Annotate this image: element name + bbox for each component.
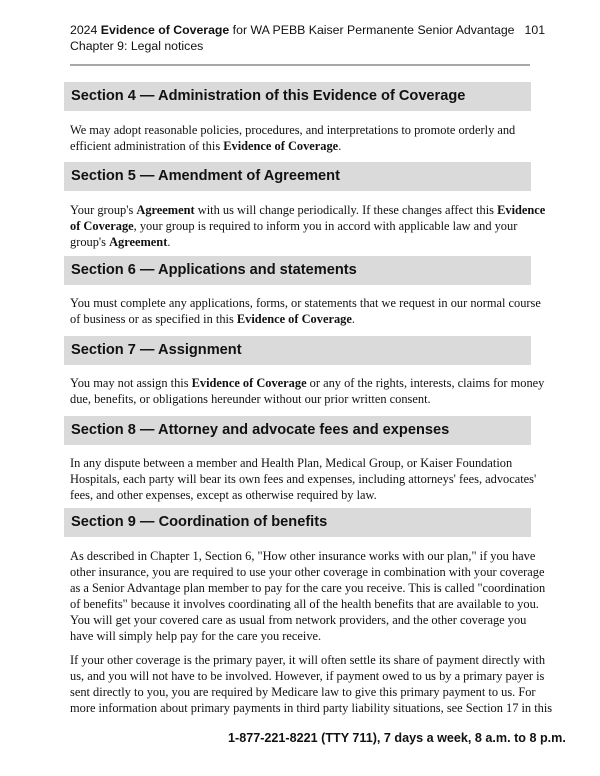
- text-run: as a Senior Advantage plan member to pay for the care you receive. This is called "coordination: [70, 581, 546, 595]
- paragraph: [70, 295, 541, 327]
- paragraph: [70, 375, 544, 407]
- text-run: You may not assign this: [70, 376, 192, 390]
- section-heading: [64, 416, 531, 445]
- text-line: [70, 138, 515, 154]
- bold-text: Evidence of Coverage: [223, 139, 339, 153]
- text-line: [70, 122, 515, 138]
- text-run: efficient administration of this: [70, 139, 224, 153]
- section-heading: [64, 508, 531, 537]
- section-heading: [64, 256, 531, 285]
- text-run: with us will change periodically. If these changes affect this: [194, 203, 498, 217]
- text-run: You must complete any applications, forms, or statements that we request in our normal course: [70, 296, 541, 310]
- text-line: [70, 668, 552, 684]
- text-run: In any dispute between a member and Health Plan, Medical Group, or Kaiser Foundation: [70, 456, 513, 470]
- text-run: group's: [70, 235, 110, 249]
- text-run: As described in Chapter 1, Section 6, "How other insurance works with our plan," if you have: [70, 549, 536, 563]
- text-line: [70, 455, 536, 471]
- text-run: , your group is required to inform you in accord with applicable law and your: [133, 219, 518, 233]
- text-line: [70, 580, 545, 596]
- running-header-title: [70, 23, 515, 37]
- text-line: [70, 612, 545, 628]
- section-heading: [64, 336, 531, 365]
- text-run: Your group's: [70, 203, 137, 217]
- section-title: Section 8 — Attorney and advocate fees and expenses: [71, 422, 450, 438]
- text-line: [70, 684, 552, 700]
- text-run: 2024: [70, 23, 101, 37]
- section-title: Section 6 — Applications and statements: [71, 262, 357, 278]
- running-header-chapter: Chapter 9: Legal notices: [70, 39, 204, 53]
- text-run: .: [351, 312, 355, 326]
- contact-footer: 1-877-221-8221 (TTY 711), 7 days a week, 8 a.m. to 8 p.m.: [228, 731, 566, 745]
- text-run: You will get your covered care as usual from network providers, and the other coverage you: [70, 613, 527, 627]
- header-divider: [70, 64, 530, 66]
- text-line: [70, 202, 545, 218]
- paragraph: [70, 455, 536, 503]
- bold-text: Agreement: [109, 235, 168, 249]
- paragraph: [70, 202, 545, 250]
- text-line: [70, 700, 552, 716]
- text-run: .: [167, 235, 171, 249]
- text-run: .: [338, 139, 342, 153]
- text-line: [70, 295, 541, 311]
- text-run: of business or as specified in this: [70, 312, 237, 326]
- text-run: have will simply help pay for the care you receive.: [70, 629, 322, 643]
- text-line: [70, 311, 541, 327]
- text-run: for WA PEBB Kaiser Permanente Senior Advantage: [229, 23, 515, 37]
- text-line: [70, 652, 552, 668]
- section-title: Section 9 — Coordination of benefits: [71, 514, 328, 530]
- text-run: fees, and other expenses, except as otherwise required by law.: [70, 488, 377, 502]
- paragraph: [70, 548, 545, 644]
- bold-text: Evidence: [497, 203, 546, 217]
- text-run: us, and you will not have to be involved. However, if payment owed to us by a primary payer is: [70, 669, 545, 683]
- text-line: [70, 564, 545, 580]
- text-run: sent directly to you, you are required by Medicare law to give this primary payment to us. For: [70, 685, 536, 699]
- bold-text: Agreement: [136, 203, 195, 217]
- text-line: [70, 218, 545, 234]
- section-title: Section 7 — Assignment: [71, 342, 242, 358]
- text-run: due, benefits, or obligations hereunder without our prior written consent.: [70, 392, 431, 406]
- bold-text: Evidence of Coverage: [100, 23, 230, 37]
- text-run: or any of the rights, interests, claims for money: [306, 376, 545, 390]
- text-line: [70, 375, 544, 391]
- section-title: Section 5 — Amendment of Agreement: [71, 168, 340, 184]
- text-line: [70, 487, 536, 503]
- paragraph: [70, 652, 552, 716]
- text-run: We may adopt reasonable policies, procedures, and interpretations to promote orderly and: [70, 123, 516, 137]
- text-run: If your other coverage is the primary payer, it will often settle its share of payment directly with: [70, 653, 546, 667]
- text-line: [70, 596, 545, 612]
- bold-text: Evidence of Coverage: [236, 312, 352, 326]
- text-line: [70, 548, 545, 564]
- running-header: [70, 23, 546, 37]
- section-heading: [64, 162, 531, 191]
- section-heading: [64, 82, 531, 111]
- text-run: of benefits" because it involves coordinating all of the health benefits that are available to you.: [70, 597, 539, 611]
- text-run: more information about primary payments in third party liability situations, see Section 17 in this: [70, 701, 553, 715]
- section-title: Section 4 — Administration of this Evidence of Coverage: [71, 88, 466, 104]
- bold-text: of Coverage: [70, 219, 134, 233]
- text-line: [70, 628, 545, 644]
- text-run: Hospitals, each party will bear its own fees and expenses, including attorneys' fees, advocates': [70, 472, 537, 486]
- text-run: other insurance, you are required to use your other coverage in combination with your coverage: [70, 565, 545, 579]
- paragraph: [70, 122, 515, 154]
- bold-text: Evidence of Coverage: [191, 376, 307, 390]
- text-line: [70, 391, 544, 407]
- page-number: 101: [524, 23, 546, 37]
- text-line: [70, 234, 545, 250]
- text-line: [70, 471, 536, 487]
